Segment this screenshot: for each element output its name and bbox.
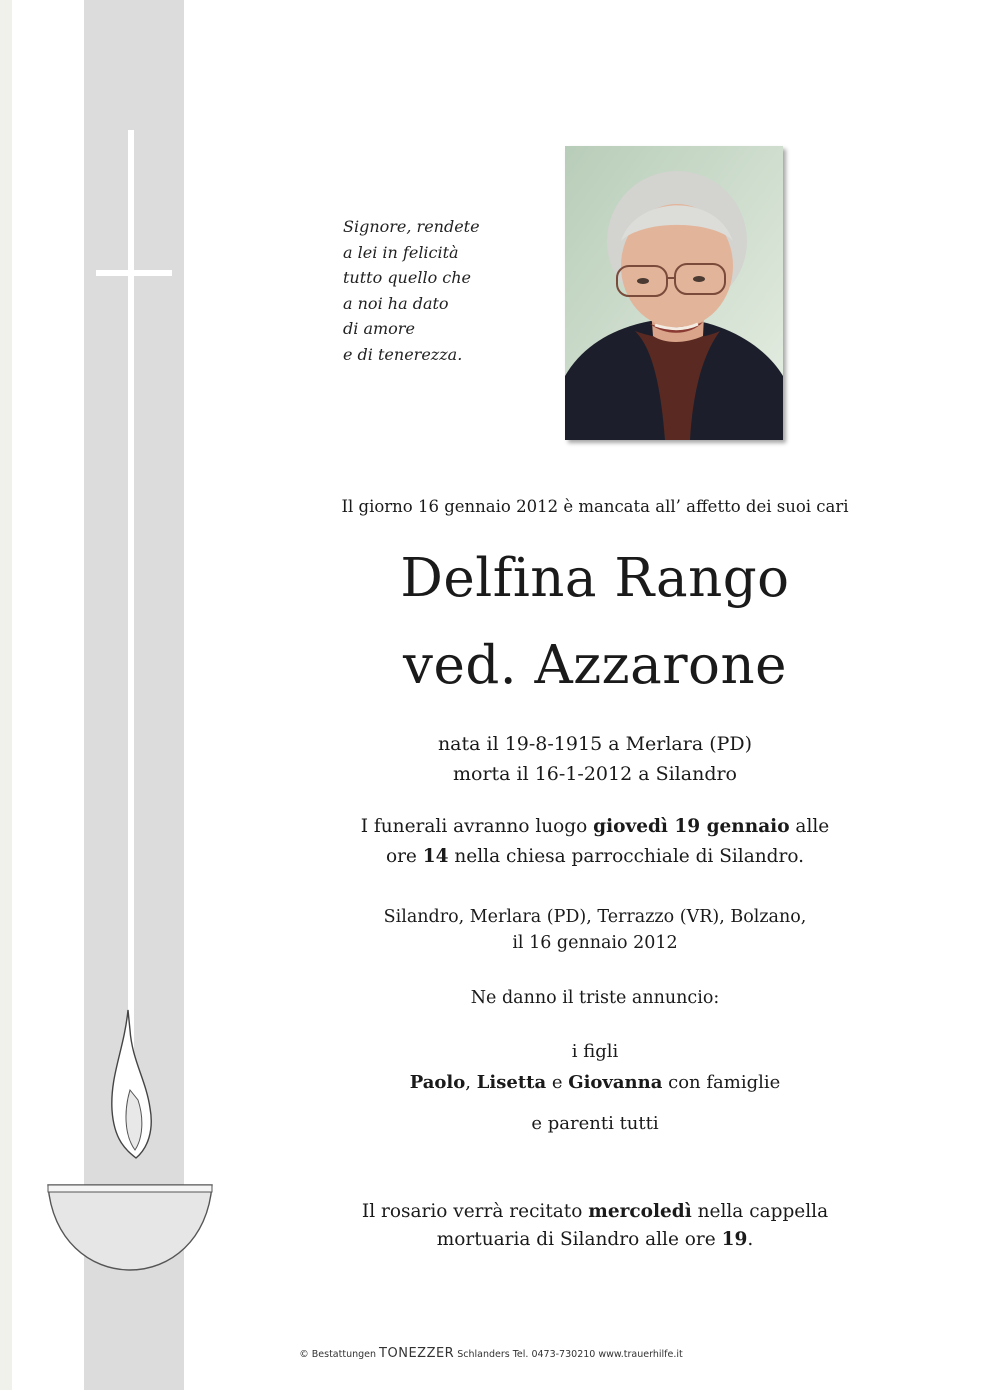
child-name: Giovanna [568,1072,663,1093]
funeral-text: nella chiesa parrocchiale di Silandro. [448,846,805,867]
verse-line: e di tenerezza. [343,344,463,364]
cross-horizontal-bar [96,270,172,276]
announce-text: Ne danno il triste annuncio: [470,988,720,1008]
place-date [290,904,900,956]
funeral-text: ore [385,846,423,867]
footer-contact: Schlanders Tel. 0473-730210 www.trauerhilfe.it [454,1349,683,1360]
funeral-info [290,812,900,872]
funeral-hour: 14 [422,846,449,867]
birth-line: nata il 19-8-1915 a Merlara (PD) [437,733,753,755]
intro-text: Il giorno 16 gennaio 2012 è mancata all’ affetto dei suoi cari [341,497,849,516]
life-dates [290,729,900,789]
date-line: il 16 gennaio 2012 [512,933,678,953]
footer [0,1346,982,1361]
deceased-name: Delfina Rango [400,548,790,609]
footer-prefix: © Bestattungen [299,1349,380,1360]
left-edge-strip [0,0,12,1390]
relatives-text: e parenti tutti [531,1113,659,1134]
children-suffix: con famiglie [662,1072,781,1093]
verse-line: di amore [343,319,415,338]
rosary-info [290,1198,900,1254]
rosary-hour: 19 [721,1229,748,1250]
verse-line: tutto quello che [343,268,472,287]
children-names [290,1072,900,1093]
child-name: Paolo [409,1072,466,1093]
funeral-text: I funerali avranno luogo [360,816,594,837]
funeral-date: giovedì 19 gennaio [593,816,790,837]
rosary-text: . [747,1229,754,1250]
separator: e [546,1072,569,1093]
footer-brand: TONEZZER [379,1346,455,1361]
verse-line: a noi ha dato [343,293,449,313]
child-name: Lisetta [476,1072,547,1093]
death-line: morta il 16-1-2012 a Silandro [452,763,738,785]
rosary-text: Il rosario verrà recitato [361,1201,589,1222]
separator: , [465,1072,477,1093]
rosary-text: nella cappella [691,1201,829,1222]
rosary-day: mercoledì [588,1201,692,1222]
verse-line: Signore, rendete [343,217,480,236]
children-intro: i figli [571,1041,619,1062]
verse-text [343,214,543,367]
rosary-text: mortuaria di Silandro alle ore [436,1229,722,1250]
funeral-text: alle [789,816,830,837]
portrait-photo [565,146,783,440]
deceased-married-name: ved. Azzarone [403,635,787,696]
places-line: Silandro, Merlara (PD), Terrazzo (VR), Bolzano, [383,907,807,927]
oil-lamp-icon [40,1000,220,1294]
verse-line: a lei in felicità [343,242,459,262]
cross-vertical-bar [128,130,134,1130]
